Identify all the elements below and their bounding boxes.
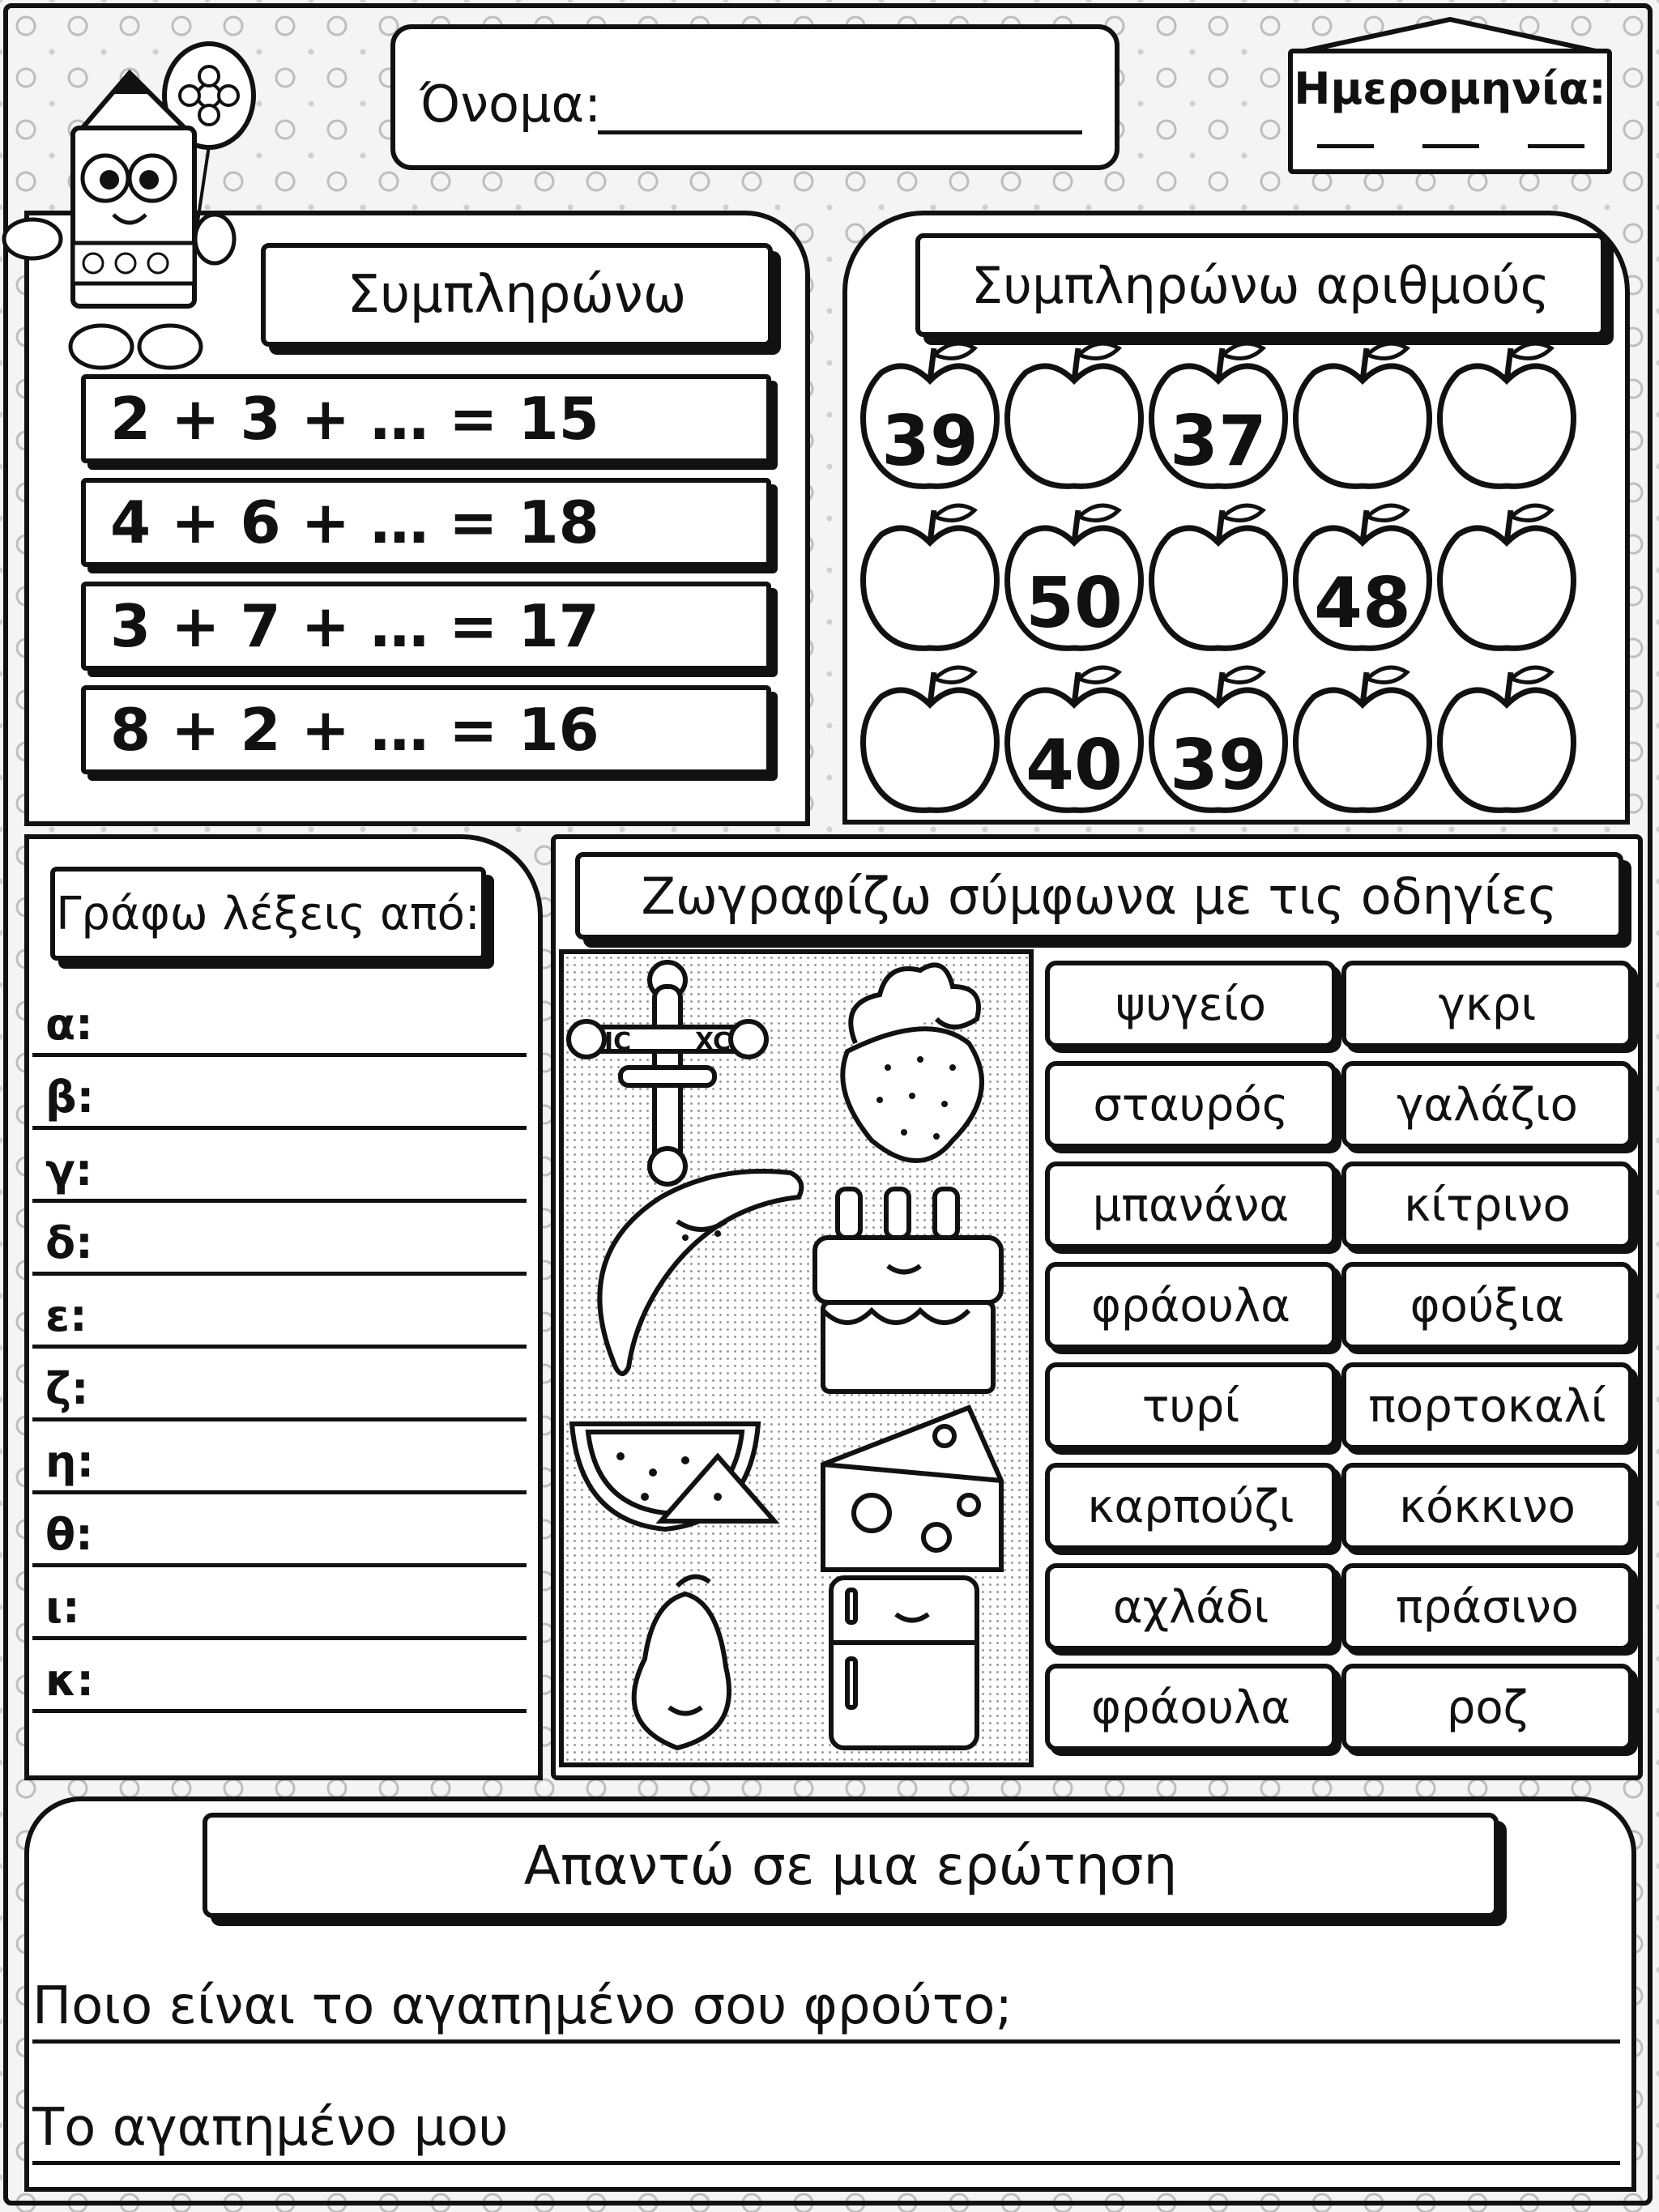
letter-label: α: bbox=[45, 999, 93, 1050]
equation-row-1[interactable]: 2 + 3 + … = 15 bbox=[81, 374, 771, 463]
apple-cell[interactable] bbox=[1434, 494, 1580, 656]
letter-label: γ: bbox=[45, 1144, 93, 1196]
apple-icon bbox=[1290, 656, 1435, 818]
drawing-title: Ζωγραφίζω σύμφωνα με τις οδηγίες bbox=[575, 852, 1623, 940]
item-word: φράουλα bbox=[1045, 1262, 1337, 1349]
letter-row[interactable] bbox=[32, 1492, 527, 1567]
color-word: γαλάζιο bbox=[1341, 1061, 1633, 1149]
pear-icon[interactable] bbox=[634, 1577, 729, 1748]
apple-number: 37 bbox=[1170, 401, 1267, 482]
letter-row[interactable] bbox=[32, 1127, 527, 1203]
fridge-icon[interactable] bbox=[831, 1578, 977, 1748]
cross-icon[interactable] bbox=[569, 962, 766, 1184]
picture-area bbox=[559, 949, 1034, 1767]
apple-cell[interactable] bbox=[1290, 332, 1435, 494]
cake-icon[interactable] bbox=[815, 1189, 1001, 1392]
apple-cell bbox=[1001, 494, 1147, 656]
color-word: φούξια bbox=[1341, 1262, 1633, 1349]
banana-icon[interactable] bbox=[599, 1171, 801, 1374]
apple-number: 48 bbox=[1314, 563, 1411, 644]
apple-icon bbox=[857, 494, 1003, 656]
name-answer-line[interactable] bbox=[598, 130, 1082, 134]
apple-cell[interactable] bbox=[1145, 494, 1291, 656]
apple-icon bbox=[1434, 656, 1580, 818]
cross-label-ic: IC bbox=[604, 1028, 632, 1056]
apple-cell bbox=[857, 332, 1003, 494]
apple-cell[interactable] bbox=[1290, 656, 1435, 818]
apple-cell[interactable] bbox=[857, 494, 1003, 656]
letter-row[interactable] bbox=[32, 982, 527, 1057]
letter-label: κ: bbox=[45, 1655, 94, 1706]
date-year-line[interactable] bbox=[1528, 144, 1584, 148]
letter-row[interactable] bbox=[32, 1200, 527, 1276]
watermelon-icon[interactable] bbox=[572, 1424, 774, 1529]
cross-label-xc: XC bbox=[695, 1028, 731, 1056]
apple-cell[interactable] bbox=[1434, 656, 1580, 818]
question-title: Απαντώ σε μια ερώτηση bbox=[203, 1813, 1499, 1918]
letter-row[interactable] bbox=[32, 1273, 527, 1349]
item-word: αχλάδι bbox=[1045, 1563, 1337, 1651]
coloring-pictures bbox=[564, 954, 1029, 1762]
color-word: κίτρινο bbox=[1341, 1161, 1633, 1249]
strawberry-icon[interactable] bbox=[842, 965, 982, 1161]
letter-row[interactable] bbox=[32, 1565, 527, 1640]
letter-row[interactable] bbox=[32, 1055, 527, 1130]
item-word: σταυρός bbox=[1045, 1061, 1337, 1149]
color-word: πράσινο bbox=[1341, 1563, 1633, 1651]
letter-row[interactable] bbox=[32, 1419, 527, 1494]
letter-label: ζ: bbox=[45, 1363, 89, 1414]
apple-icon bbox=[1434, 494, 1580, 656]
equation-row-3[interactable]: 3 + 7 + … = 17 bbox=[81, 582, 771, 671]
apple-number: 39 bbox=[881, 401, 979, 482]
color-word: πορτοκαλί bbox=[1341, 1362, 1633, 1450]
cheese-icon[interactable] bbox=[823, 1408, 1001, 1570]
letter-row[interactable] bbox=[32, 1346, 527, 1421]
letter-label: η: bbox=[45, 1436, 95, 1487]
item-word: καρπούζι bbox=[1045, 1463, 1337, 1550]
letter-label: β: bbox=[45, 1072, 95, 1123]
addition-title: Συμπληρώνω bbox=[261, 243, 773, 347]
date-month-line[interactable] bbox=[1422, 144, 1479, 148]
date-day-line[interactable] bbox=[1317, 144, 1374, 148]
apple-number: 40 bbox=[1026, 725, 1123, 806]
apple-icon bbox=[1290, 332, 1435, 494]
letter-label: δ: bbox=[45, 1217, 93, 1268]
answer-line[interactable]: Το αγαπημένο μου bbox=[32, 2098, 1620, 2165]
item-word: μπανάνα bbox=[1045, 1161, 1337, 1249]
equation-row-4[interactable]: 8 + 2 + … = 16 bbox=[81, 685, 771, 774]
letter-label: ε: bbox=[45, 1290, 87, 1341]
apple-cell[interactable] bbox=[857, 656, 1003, 818]
item-word: ψυγείο bbox=[1045, 961, 1337, 1048]
apple-icon bbox=[1145, 494, 1291, 656]
apple-cell bbox=[1145, 656, 1291, 818]
apple-icon bbox=[1001, 332, 1147, 494]
numbers-title: Συμπληρώνω αριθμούς bbox=[915, 233, 1606, 337]
apple-cell bbox=[1145, 332, 1291, 494]
apple-number: 39 bbox=[1170, 725, 1267, 806]
name-label: Όνομα: bbox=[420, 75, 602, 134]
letter-label: θ: bbox=[45, 1509, 93, 1560]
letter-label: ι: bbox=[45, 1582, 80, 1633]
color-word: γκρι bbox=[1341, 961, 1633, 1048]
pencil-mascot-icon bbox=[0, 40, 243, 397]
name-box bbox=[390, 24, 1120, 170]
date-box bbox=[1288, 49, 1612, 174]
color-word: κόκκινο bbox=[1341, 1463, 1633, 1550]
apple-cell[interactable] bbox=[1434, 332, 1580, 494]
date-label: Ημερομηνία: bbox=[1294, 63, 1606, 114]
apple-number: 50 bbox=[1026, 563, 1123, 644]
equation-row-2[interactable]: 4 + 6 + … = 18 bbox=[81, 478, 771, 567]
apple-icon bbox=[857, 656, 1003, 818]
apple-cell bbox=[1290, 494, 1435, 656]
apple-cell[interactable] bbox=[1001, 332, 1147, 494]
color-word: ροζ bbox=[1341, 1664, 1633, 1751]
letter-row[interactable] bbox=[32, 1638, 527, 1713]
item-word: φράουλα bbox=[1045, 1664, 1337, 1751]
letters-title: Γράφω λέξεις από: bbox=[50, 867, 486, 961]
question-text: Ποιο είναι το αγαπημένο σου φρούτο; bbox=[32, 1976, 1620, 2044]
item-word: τυρί bbox=[1045, 1362, 1337, 1450]
apple-cell bbox=[1001, 656, 1147, 818]
apple-icon bbox=[1434, 332, 1580, 494]
